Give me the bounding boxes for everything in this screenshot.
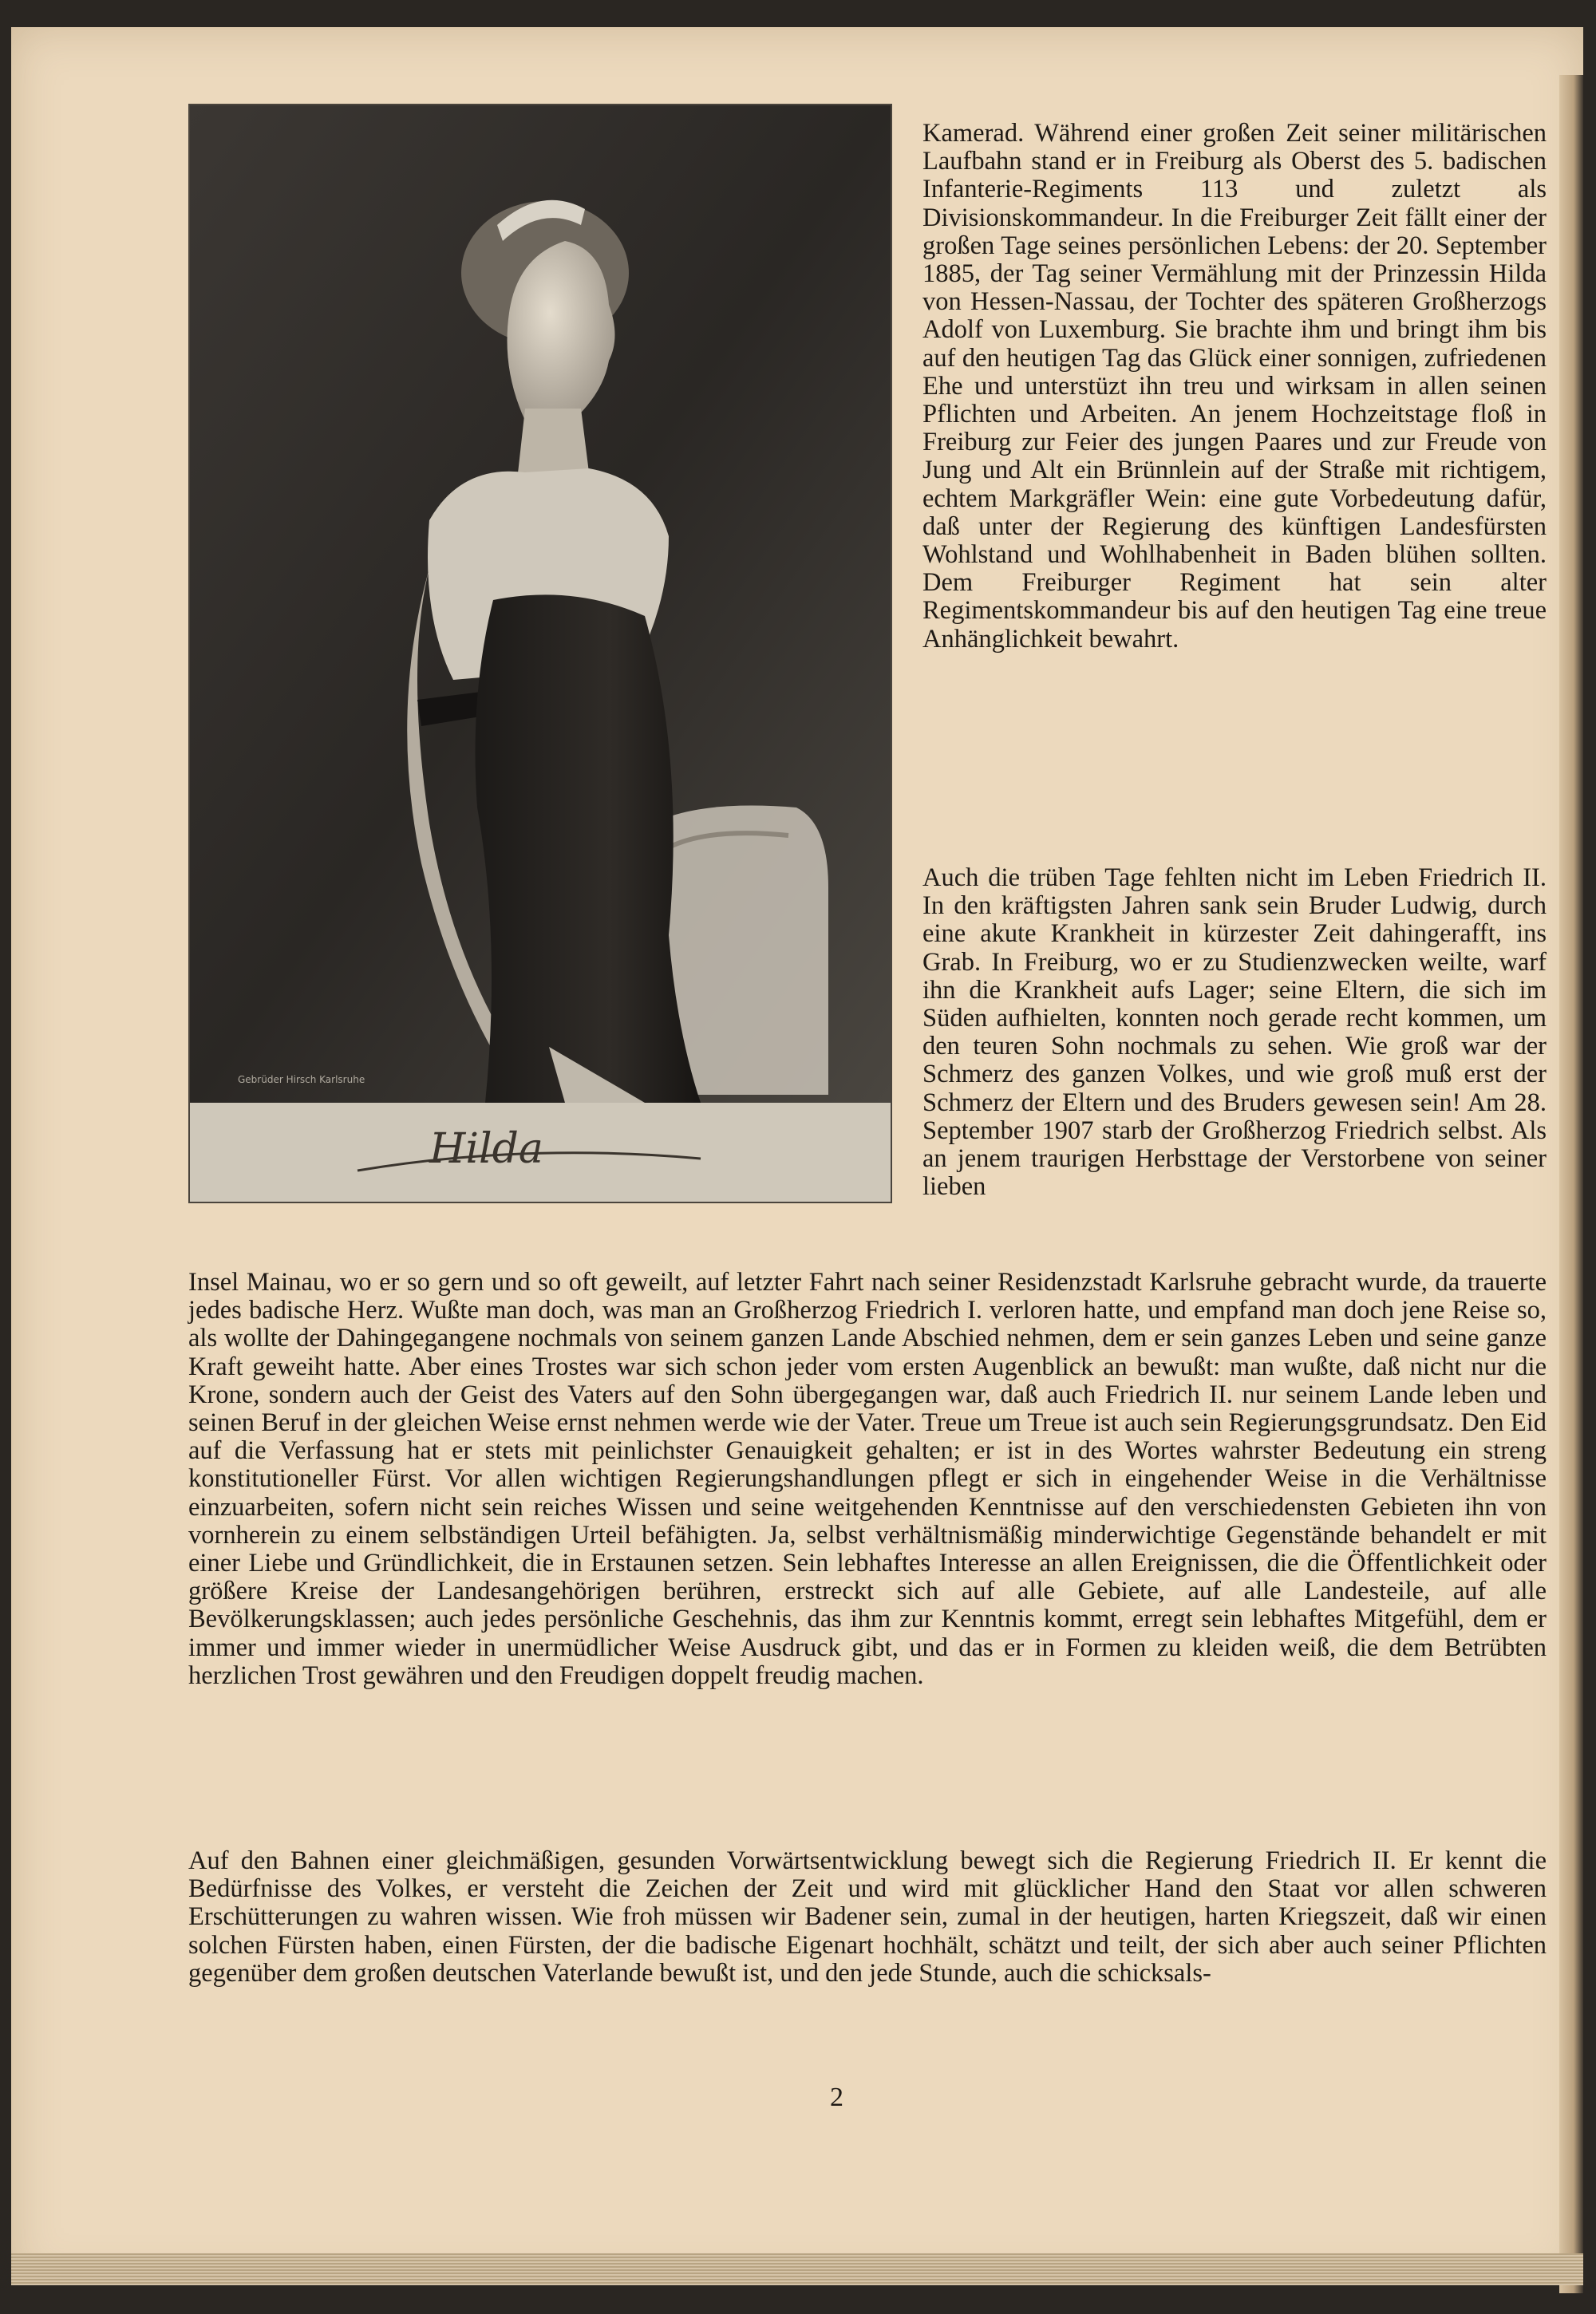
paragraph-right-column-1: Kamerad. Während einer großen Zeit seiner militärischen Laufbahn stand er in Freiburg als Oberst des 5. badischen Infanterie-Regiments 113 und zuletzt als Divisionskommandeur. In die Freiburger Zeit fällt einer der großen Tage seines persönlichen Lebens: der 20. September 1885, der Tag seiner Vermählung mit der Prinzessin Hilda von Hessen-Nassau, der Tochter des späteren Großherzogs Adolf von Luxemburg. Sie brachte ihm und bringt ihm bis auf den heutigen Tag das Glück einer sonnigen, zufriedenen Ehe und unterstüzt ihn treu und wirksam in allen seinen Pflichten und Arbeiten. An jenem Hochzeitstage floß in Freiburg zur Feier des jungen Paares und zur Freude von Jung und Alt ein Brünnlein auf der Straße mit richtigem, echtem Markgräfler Wein: eine gute Vorbedeutung dafür, daß unter der Regierung des künftigen Landesfürsten Wohlstand und Wohlhabenheit in Baden blühen sollten. Dem Freiburger Regiment hat sein alter Regimentskommandeur bis auf den heutigen Tag eine treue Anhänglichkeit bewahrt. xyxy=(922,119,1547,654)
signature: Hilda xyxy=(429,1125,543,1173)
paragraph-full-width-2: Auf den Bahnen einer gleichmäßigen, gesunden Vorwärtsentwicklung bewegt sich die Regierung Friedrich II. Er kennt die Bedürfnisse des Volkes, er versteht die Zeichen der Zeit und wird mit glücklicher Hand den Staat vor allen schweren Erschütterungen zu wahren wissen. Wie froh müssen wir Badener sein, zumal in der heutigen, harten Kriegszeit, daß wir einen solchen Fürsten haben, einen Fürsten, der die badische Eigenart hochhält, schätzt und teilt, der sich aber auch seiner Pflichten gegenüber dem großen deutschen Vaterlande bewußt ist, und den jede Stunde, auch die schicksals- xyxy=(188,1846,1547,1988)
paragraph-full-width-1: Insel Mainau, wo er so gern und so oft geweilt, auf letzter Fahrt nach seiner Residenzstadt Karlsruhe gebracht wurde, da trauerte jedes badische Herz. Wußte man doch, was man an Großherzog Friedrich I. verloren hatte, und empfand man doch jene Reise so, als wollte der Dahingegangene nochmals von seinem ganzen Lande Abschied nehmen, dem er sein ganzes Leben und seine ganze Kraft geweiht hatte. Aber eines Trostes war sich schon jeder vom ersten Augenblick an bewußt: man wußte, daß nicht nur die Krone, sondern auch der Geist des Vaters auf den Sohn übergegangen war, daß auch Friedrich II. nur seinem Lande leben und seinen Beruf in der gleichen Weise ernst nehmen werde wie der Vater. Treue um Treue ist auch sein Regierungsgrundsatz. Den Eid auf die Verfassung hat er stets mit peinlichster Genauigkeit gehalten; er ist in des Wortes wahrster Bedeutung ein streng konstitutioneller Fürst. Vor allen wichtigen Regierungshandlungen pflegt er sich in eingehender Weise in die Verhältnisse einzuarbeiten, sofern nicht sein reiches Wissen und seine weitgehenden Kenntnisse auf den verschiedensten Gebieten ihn von vornherein zu einem selbständigen Urteil befähigten. Ja, selbst verhältnismäßig minderwichtige Gegenstände behandelt er mit einer Liebe und Gründlichkeit, die in Erstaunen setzen. Sein lebhaftes Interesse an allen Ereignissen, die die Öffentlichkeit oder größere Kreise der Landesangehörigen berühren, erstreckt sich auf alle Gebiete, auf alle Landesteile, auf alle Bevölkerungsklassen; auch jedes persönliche Geschehnis, das ihm zur Kenntnis kommt, erregt sein lebhaftes Mitgefühl, dem er immer und immer wieder in unermüdlicher Weise Ausdruck gibt, und das er in Formen zu kleiden weiß, die dem Betrübten herzlichen Trost gewähren und den Freudigen doppelt freudig machen. xyxy=(188,1268,1547,1690)
studio-mark: Gebrüder Hirsch Karlsruhe xyxy=(238,1074,365,1085)
book-spine-edge xyxy=(1559,75,1583,2293)
page-number: 2 xyxy=(830,2083,843,2112)
page-stack-edge xyxy=(11,2253,1583,2285)
portrait-image xyxy=(190,105,891,1202)
portrait-photograph xyxy=(188,104,892,1203)
paragraph-right-column-2: Auch die trüben Tage fehlten nicht im Leben Friedrich II. In den kräftigsten Jahren sank sein Bruder Ludwig, durch eine akute Krankheit in kürzester Zeit dahingerafft, ins Grab. In Freiburg, wo er zu Studienzwecken weilte, warf ihn die Krankheit aufs Lager; seine Eltern, die sich im Süden aufhielten, konnten noch gerade recht kommen, um den teuren Sohn nochmals zu sehen. Wie groß war der Schmerz des ganzen Volkes, und wie groß muß erst der Schmerz der Eltern und des Bruders gewesen sein! Am 28. September 1907 starb der Großherzog Friedrich selbst. Als an jenem traurigen Herbsttage der Verstorbene von seiner lieben xyxy=(922,863,1547,1202)
